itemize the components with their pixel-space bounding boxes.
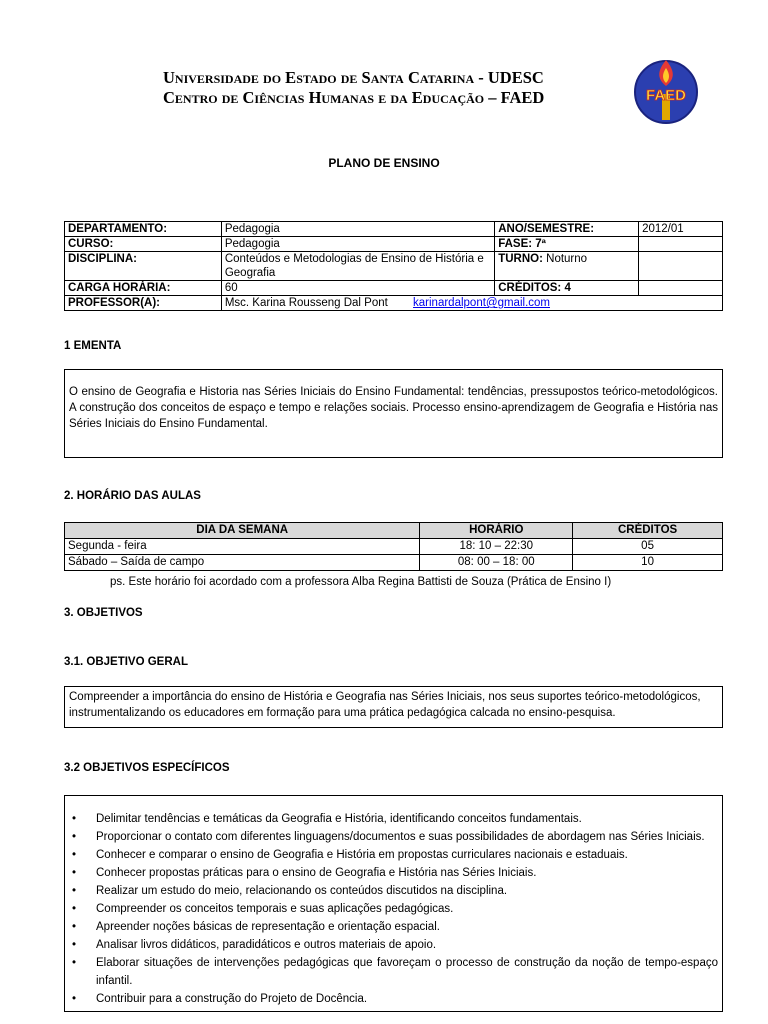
ementa-text: O ensino de Geografia e Historia nas Séries Iniciais do Ensino Fundamental: tendências, pressupostos teórico-metodológicos. A construção dos conceitos de espaço e tempo e relações sociais. Processo ensino-aprendizagem de Geografia e História nas Séries Iniciais do Ensino Fundamental. <box>69 386 718 430</box>
schedule-heading: 2. HORÁRIO DAS AULAS <box>64 490 201 502</box>
table-row <box>65 296 723 311</box>
professor-email-link[interactable]: karinardalpont@gmail.com <box>413 297 550 309</box>
shift-label: TURNO: <box>498 253 543 265</box>
list-item: • Analisar livros didáticos, paradidáticos e outros materiais de apoio. <box>69 936 718 954</box>
day-cell: Sábado – Saída de campo <box>65 555 420 571</box>
list-item: • Contribuir para a construção do Projeto de Docência. <box>69 990 718 1008</box>
column-header: DIA DA SEMANA <box>65 523 420 539</box>
list-item: • Apreender noções básicas de representação e orientação espacial. <box>69 918 718 936</box>
university-name: Universidade do Estado de Santa Catarina - UDESC <box>163 68 544 87</box>
time-cell: 18: 10 – 22:30 <box>420 539 573 555</box>
table-header-row <box>65 523 723 539</box>
table-row <box>65 555 723 571</box>
department-value: Pedagogia <box>221 222 494 237</box>
credits-cell: 10 <box>573 555 723 571</box>
column-header: CRÉDITOS <box>573 523 723 539</box>
list-item: • Delimitar tendências e temáticas da Geografia e História, identificando conceitos fundamentais. <box>69 810 718 828</box>
list-item: • Elaborar situações de intervenções pedagógicas que favoreçam o processo de construção da noção de tempo-espaço infantil. <box>69 954 718 990</box>
discipline-label: DISCIPLINA: <box>65 252 222 281</box>
schedule-note: ps. Este horário foi acordado com a professora Alba Regina Battisti de Souza (Prática de Ensino I) <box>110 576 612 588</box>
table-row <box>65 222 723 237</box>
department-label: DEPARTAMENTO: <box>65 222 222 237</box>
workload-value: 60 <box>221 281 494 296</box>
table-row <box>65 252 723 281</box>
professor-cell <box>221 296 722 311</box>
course-info-table <box>64 221 723 311</box>
faed-logo <box>632 56 700 124</box>
ementa-heading: 1 EMENTA <box>64 340 122 352</box>
general-objective-box <box>64 686 723 728</box>
year-semester-value: 2012/01 <box>639 222 723 237</box>
day-cell: Segunda - feira <box>65 539 420 555</box>
document-title: PLANO DE ENSINO <box>328 156 440 170</box>
center-name: Centro de Ciências Humanas e da Educação – FAED <box>163 88 545 107</box>
time-cell: 08: 00 – 18: 00 <box>420 555 573 571</box>
table-row <box>65 539 723 555</box>
empty-cell <box>639 237 723 252</box>
list-item: • Realizar um estudo do meio, relacionando os conteúdos discutidos na disciplina. <box>69 882 718 900</box>
shift-value: Noturno <box>542 253 588 265</box>
general-objective-text: Compreender a importância do ensino de História e Geografia nas Séries Iniciais, nos seus suportes teórico-metodológicos, instrumentalizando os educadores em formação para uma prática pedagógica calcada no ensino-pesquisa. <box>69 691 701 719</box>
list-item: • Proporcionar o contato com diferentes linguagens/documentos e suas possibilidades de abordagem nas Séries Iniciais. <box>69 828 718 846</box>
list-item: • Conhecer propostas práticas para o ensino de Geografia e História nas Séries Iniciais. <box>69 864 718 882</box>
credits-cell: 05 <box>573 539 723 555</box>
empty-cell <box>639 281 723 296</box>
list-item: • Compreender os conceitos temporais e suas aplicações pedagógicas. <box>69 900 718 918</box>
logo-text: FAED <box>645 87 687 104</box>
professor-label: PROFESSOR(A): <box>65 296 222 311</box>
general-objective-heading: 3.1. OBJETIVO GERAL <box>64 656 188 668</box>
course-value: Pedagogia <box>221 237 494 252</box>
schedule-table <box>64 522 723 571</box>
table-row <box>65 281 723 296</box>
credits-label: CRÉDITOS: 4 <box>495 281 639 296</box>
table-row <box>65 237 723 252</box>
ementa-box <box>64 369 723 458</box>
specific-objectives-list <box>69 810 718 1008</box>
specific-objectives-box <box>64 795 723 1012</box>
column-header: HORÁRIO <box>420 523 573 539</box>
workload-label: CARGA HORÁRIA: <box>65 281 222 296</box>
course-label: CURSO: <box>65 237 222 252</box>
shift-cell <box>495 252 639 281</box>
specific-objectives-heading: 3.2 OBJETIVOS ESPECÍFICOS <box>64 762 230 774</box>
list-item: • Conhecer e comparar o ensino de Geografia e História em propostas curriculares nacionais e estaduais. <box>69 846 718 864</box>
year-semester-label: ANO/SEMESTRE: <box>495 222 639 237</box>
phase-label: FASE: 7ª <box>495 237 639 252</box>
professor-name: Msc. Karina Rousseng Dal Pont <box>224 297 388 309</box>
objectives-heading: 3. OBJETIVOS <box>64 607 143 619</box>
empty-cell <box>639 252 723 281</box>
discipline-value: Conteúdos e Metodologias de Ensino de História e Geografia <box>221 252 494 281</box>
